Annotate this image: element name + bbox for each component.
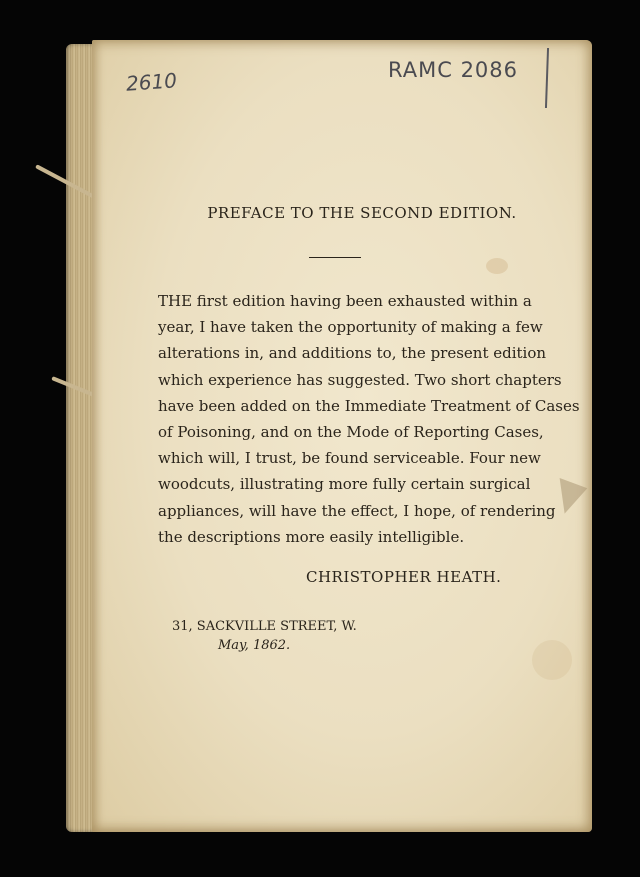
body-line: woodcuts, illustrating more fully certain surgical xyxy=(158,475,531,494)
page-heading: PREFACE TO THE SECOND EDITION. xyxy=(207,204,517,222)
author-address: 31, SACKVILLE STREET, W. xyxy=(172,619,357,634)
author-signature: CHRISTOPHER HEATH. xyxy=(306,568,502,586)
body-line: appliances, will have the effect, I hope, of rendering xyxy=(158,501,556,520)
body-line: the descriptions more easily intelligible. xyxy=(158,527,465,546)
paper-stain xyxy=(486,258,508,274)
body-line: have been added on the Immediate Treatment of Cases xyxy=(158,396,580,415)
paper-stain xyxy=(532,640,572,680)
body-line: of Poisoning, and on the Mode of Reporting Cases, xyxy=(158,423,544,442)
preface-date: May, 1862. xyxy=(218,638,291,653)
body-line: which experience has suggested. Two short chapters xyxy=(158,370,562,389)
body-line: alterations in, and additions to, the present edition xyxy=(158,344,547,363)
pencil-mark-right: RAMC 2086 xyxy=(388,58,519,82)
preface-body xyxy=(158,288,580,550)
body-line: THE first edition having been exhausted within a xyxy=(158,292,532,310)
body-line: which will, I trust, be found serviceable. Four new xyxy=(158,449,541,468)
heading-rule xyxy=(309,257,361,258)
pencil-mark-left: 2610 xyxy=(125,68,178,96)
torn-page-corner xyxy=(560,474,591,513)
body-line: year, I have taken the opportunity of making a few xyxy=(158,318,543,337)
